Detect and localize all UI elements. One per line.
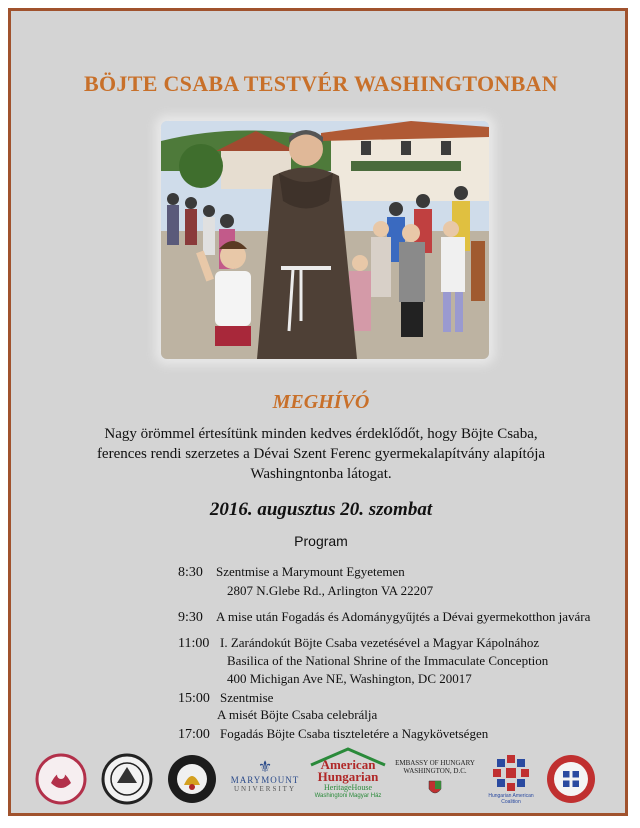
sponsor-logos bbox=[11, 753, 631, 813]
photo-friar-with-children bbox=[161, 121, 489, 359]
heritage-word: American bbox=[320, 757, 376, 772]
invitation-poster bbox=[8, 8, 628, 816]
schedule-text: I. Zarándokút Böjte Csaba vezetésével a Magyar Kápolnához bbox=[220, 635, 540, 650]
event-date: 2016. augusztus 20. szombat bbox=[209, 499, 433, 520]
coalition-name: Coalition bbox=[501, 799, 521, 805]
church-emblem-logo bbox=[35, 753, 87, 805]
heritage-word: Hungarian bbox=[317, 769, 379, 784]
schedule-item bbox=[178, 564, 405, 581]
intro-line: Washingntonba látogat. bbox=[250, 466, 392, 482]
heritage-word: Heritage bbox=[324, 783, 352, 792]
coalition-logo bbox=[481, 753, 541, 805]
embassy-logo bbox=[391, 759, 479, 797]
schedule-time: 8:30 bbox=[178, 565, 203, 580]
schedule-time: 9:30 bbox=[178, 610, 203, 625]
program-label: Program bbox=[294, 533, 348, 549]
page-title: BÖJTE CSABA TESTVÉR WASHINGTONBAN bbox=[84, 71, 558, 96]
schedule-item bbox=[178, 609, 590, 626]
schedule-item bbox=[178, 690, 273, 707]
schedule-detail: Basilica of the National Shrine of the Immaculate Conception bbox=[227, 653, 549, 668]
intro-line: ferences rendi szerzetes a Dévai Szent Ferenc gyermekalapítvány alapítója bbox=[96, 446, 546, 462]
association-seal-logo bbox=[545, 753, 597, 805]
schedule-time: 15:00 bbox=[178, 691, 210, 706]
school-crest-logo bbox=[166, 753, 218, 805]
marymount-sub: UNIVERSITY bbox=[234, 785, 296, 793]
embassy-name: EMBASSY OF HUNGARY bbox=[395, 759, 475, 767]
heritage-word: House bbox=[351, 783, 372, 792]
invitation-heading: MEGHÍVÓ bbox=[272, 391, 370, 413]
coalition-name: Hungarian American bbox=[488, 793, 534, 799]
coalition-emblem-icon bbox=[491, 753, 531, 793]
intro-text bbox=[71, 424, 571, 484]
seal-logo bbox=[101, 753, 153, 805]
schedule-time: 11:00 bbox=[178, 636, 210, 651]
heritage-house-logo bbox=[307, 747, 389, 805]
schedule-item bbox=[178, 635, 539, 652]
schedule-text: Szentmise a Marymount Egyetemen bbox=[216, 564, 405, 579]
schedule-text: A mise után Fogadás és Adománygyűjtés a Dévai gyermekotthon javára bbox=[216, 609, 591, 624]
fleur-de-lis-icon: ⚜ bbox=[257, 757, 273, 776]
schedule-detail: 400 Michigan Ave NE, Washington, DC 20017 bbox=[227, 671, 472, 686]
schedule-item bbox=[178, 726, 488, 743]
schedule-time: 17:00 bbox=[178, 727, 210, 742]
schedule-detail: 2807 N.Glebe Rd., Arlington VA 22207 bbox=[227, 583, 434, 598]
schedule-detail: A misét Böjte Csaba celebrálja bbox=[217, 707, 378, 722]
intro-line: Nagy örömmel értesítünk minden kedves érdeklődőt, hogy Böjte Csaba, bbox=[104, 426, 538, 442]
marymount-name: MARYMOUNT bbox=[230, 775, 300, 785]
schedule-text: Szentmise bbox=[220, 690, 274, 705]
event-photo bbox=[161, 121, 489, 359]
marymount-logo bbox=[225, 759, 305, 793]
schedule-text: Fogadás Böjte Csaba tiszteletére a Nagykövetségen bbox=[220, 726, 489, 741]
heritage-caption: Washingtoni Magyar Ház bbox=[314, 793, 382, 799]
hungarian-coat-of-arms-icon bbox=[428, 779, 442, 797]
embassy-city: WASHINGTON, D.C. bbox=[403, 767, 467, 775]
